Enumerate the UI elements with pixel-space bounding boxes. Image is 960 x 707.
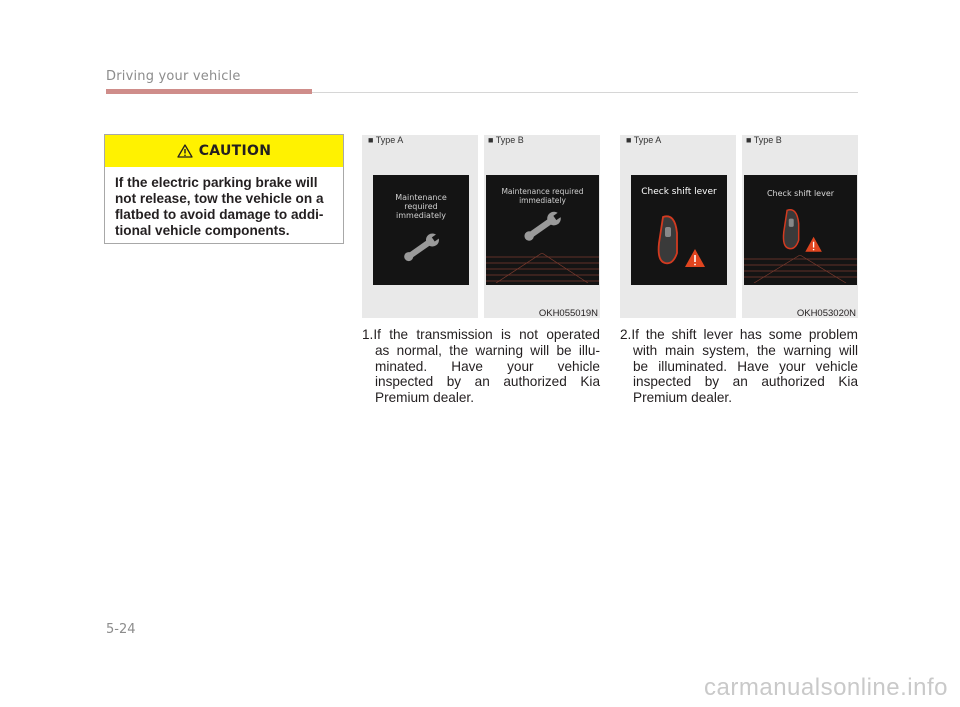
screen-text: Maintenance bbox=[395, 193, 447, 202]
screen-text: Check shift lever bbox=[766, 189, 835, 198]
figure-code: OKH053020N bbox=[796, 308, 856, 319]
section-title: Driving your vehicle bbox=[106, 69, 241, 84]
type-b-label: ■ Type B bbox=[488, 135, 524, 145]
caution-line: flatbed to avoid damage to addi- bbox=[115, 207, 324, 222]
maintenance-figure bbox=[362, 135, 600, 318]
paragraph-line: with main system, the warning will bbox=[633, 342, 858, 358]
paragraph-line: Premium dealer. bbox=[375, 390, 474, 406]
paragraph-line: 2.If the shift lever has some problem bbox=[620, 327, 858, 342]
figure-code: OKH055019N bbox=[538, 308, 598, 319]
header-accent-bar bbox=[106, 89, 312, 94]
screen-text: required bbox=[404, 202, 438, 211]
type-a-label: ■ Type A bbox=[626, 135, 662, 145]
watermark[interactable]: carmanualsonline.info bbox=[704, 674, 948, 701]
road-lines-graphic bbox=[744, 255, 857, 283]
figure-divider bbox=[736, 135, 742, 318]
cluster-screen-type-b bbox=[744, 175, 857, 285]
screen-text: immediately bbox=[519, 196, 566, 205]
paragraph-line: inspected by an authorized Kia bbox=[633, 374, 858, 390]
caution-line: not release, tow the vehicle on a bbox=[115, 191, 324, 206]
shift-lever-figure bbox=[620, 135, 858, 318]
header-divider bbox=[312, 92, 858, 93]
figure-divider bbox=[478, 135, 484, 318]
paragraph-line: 1.If the transmission is not operated bbox=[362, 327, 600, 342]
screen-text: Maintenance required bbox=[501, 187, 584, 196]
road-lines-graphic bbox=[486, 253, 599, 283]
paragraph-1 bbox=[362, 327, 600, 406]
screen-text: Check shift lever bbox=[641, 187, 717, 197]
paragraph-line: Premium dealer. bbox=[633, 390, 732, 406]
caution-line: If the electric parking brake will bbox=[115, 175, 318, 190]
shift-lever-warning-icon bbox=[774, 207, 830, 255]
wrench-icon bbox=[399, 231, 443, 265]
shift-lever-warning-icon bbox=[653, 213, 709, 271]
type-a-label: ■ Type A bbox=[368, 135, 404, 145]
paragraph-2 bbox=[620, 327, 858, 406]
paragraph-line: minated. Have your vehicle bbox=[375, 358, 600, 374]
wrench-icon bbox=[519, 209, 565, 245]
page-number: 5-24 bbox=[106, 622, 136, 637]
caution-title: CAUTION bbox=[198, 143, 272, 159]
paragraph-line: as normal, the warning will be illu- bbox=[375, 342, 600, 358]
type-b-label: ■ Type B bbox=[746, 135, 782, 145]
screen-text: immediately bbox=[396, 211, 446, 220]
cluster-screen-type-a bbox=[631, 175, 727, 285]
caution-header bbox=[105, 135, 343, 167]
paragraph-line: inspected by an authorized Kia bbox=[375, 374, 600, 390]
caution-line: tional vehicle components. bbox=[115, 223, 290, 238]
caution-box bbox=[104, 134, 344, 244]
paragraph-line: be illuminated. Have your vehicle bbox=[633, 358, 858, 374]
cluster-screen-type-a bbox=[373, 175, 469, 285]
warning-triangle-icon bbox=[177, 144, 193, 158]
cluster-screen-type-b bbox=[486, 175, 599, 285]
caution-text bbox=[105, 167, 343, 239]
